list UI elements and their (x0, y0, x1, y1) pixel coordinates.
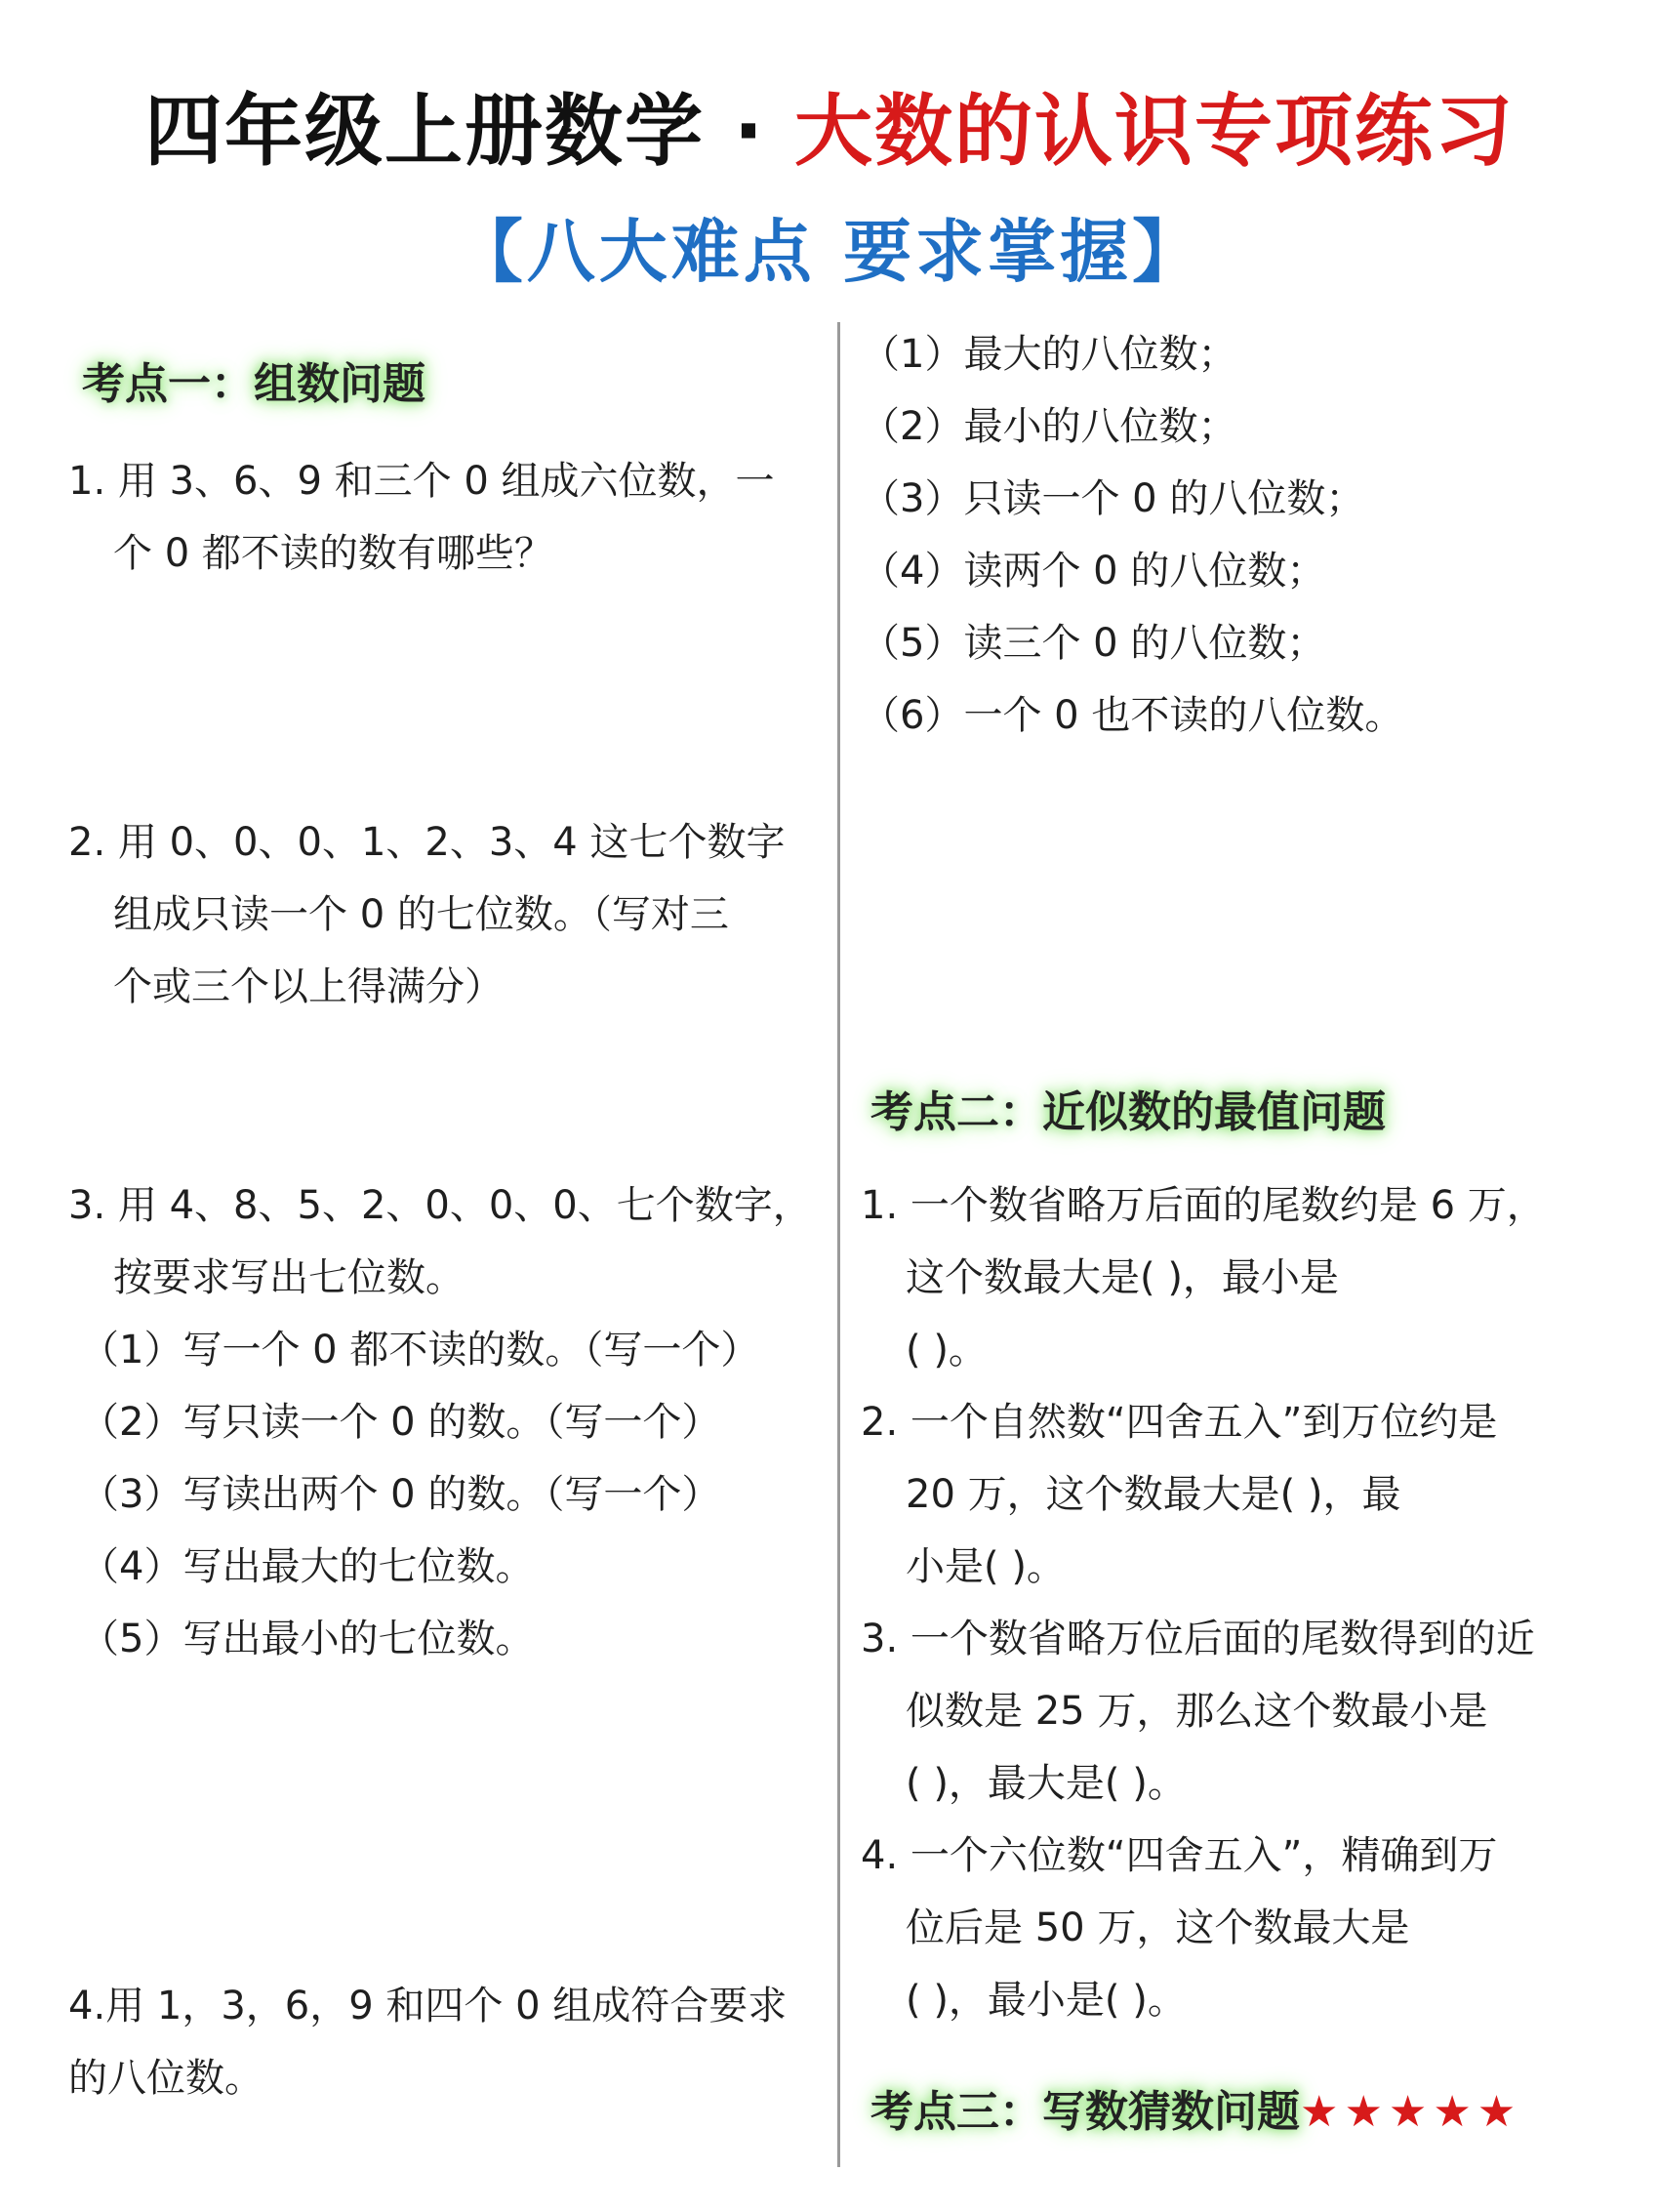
difficulty-stars-icon: ★★★★★ (1300, 2087, 1522, 2137)
question-4 (68, 1970, 787, 2114)
page-subtitle: 【八大难点 要求掌握】 (454, 212, 1205, 292)
question-2-line: 组成只读一个 0 的七位数。（写对三 (113, 892, 729, 937)
s2-question-2-line: 20 万，这个数最大是( )，最 (906, 1472, 1401, 1517)
s2-question-1 (861, 1169, 1546, 1386)
s2-question-4 (861, 1820, 1497, 2036)
question-3-item: （5）写出最小的七位数。 (80, 1617, 535, 1661)
title-part-black: 四年级上册数学 (143, 86, 705, 177)
question-1-line: 个 0 都不读的数有哪些？ (113, 531, 553, 576)
question-4-line: 4.用 1，3，6，9 和四个 0 组成符合要求 (68, 1984, 788, 2028)
question-3-item: （1）写一个 0 都不读的数。（写一个） (80, 1328, 760, 1372)
question-4-line: 的八位数。 (68, 2056, 263, 2101)
question-2-line: 个或三个以上得满分） (113, 964, 504, 1009)
section3-title: 考点三：写数猜数问题 (870, 2087, 1300, 2137)
question-1 (68, 445, 775, 590)
question-4-item: （4）读两个 0 的八位数； (861, 549, 1326, 594)
column-divider (837, 322, 840, 2167)
s2-question-2-line: 小是( )。 (906, 1544, 1066, 1589)
section3-heading (857, 2081, 1535, 2144)
page-title (0, 78, 1659, 185)
section2-heading: 考点二：近似数的最值问题 (870, 1087, 1386, 1137)
question-4-item: （5）读三个 0 的八位数； (861, 621, 1326, 666)
s2-question-1-line: 这个数最大是( )，最小是 (906, 1255, 1339, 1300)
question-4-item: （2）最小的八位数； (861, 404, 1237, 449)
s2-question-1-line: ( )。 (906, 1328, 988, 1372)
title-part-red: 大数的认识专项练习 (794, 86, 1516, 177)
s2-question-3 (861, 1603, 1535, 1820)
question-3-item: （2）写只读一个 0 的数。（写一个） (80, 1400, 721, 1445)
s2-question-3-line: 似数是 25 万，那么这个数最小是 (906, 1689, 1488, 1734)
section1-heading: 考点一：组数问题 (82, 359, 425, 409)
s2-question-4-line: 4. 一个六位数“四舍五入”，精确到万 (861, 1833, 1498, 1878)
s2-question-2-line: 2. 一个自然数“四舍五入”到万位约是 (861, 1400, 1498, 1445)
s2-question-4-line: 位后是 50 万，这个数最大是 (906, 1905, 1410, 1950)
question-2-line: 2. 用 0、0、0、1、2、3、4 这七个数字 (68, 820, 786, 865)
question-4-item: （1）最大的八位数； (861, 332, 1237, 377)
question-4-item: （3）只读一个 0 的八位数； (861, 476, 1365, 521)
question-1-line: 1. 用 3、6、9 和三个 0 组成六位数，一 (68, 459, 775, 504)
question-3 (68, 1169, 812, 1675)
title-separator: · (704, 86, 795, 177)
question-3-item: （3）写读出两个 0 的数。（写一个） (80, 1472, 721, 1517)
s2-question-3-line: 3. 一个数省略万位后面的尾数得到的近 (861, 1617, 1535, 1661)
question-3-item: （4）写出最大的七位数。 (80, 1544, 535, 1589)
s2-question-3-line: ( )，最大是( )。 (906, 1761, 1187, 1806)
question-3-line: 3. 用 4、8、5、2、0、0、0、七个数字， (68, 1183, 812, 1228)
question-3-line: 按要求写出七位数。 (113, 1255, 465, 1300)
s2-question-2 (861, 1386, 1497, 1603)
question-4-items (861, 318, 1403, 752)
question-4-item: （6）一个 0 也不读的八位数。 (861, 693, 1404, 738)
s2-question-1-line: 1. 一个数省略万后面的尾数约是 6 万， (861, 1183, 1546, 1228)
question-2 (68, 806, 785, 1023)
s2-question-4-line: ( )，最小是( )。 (906, 1978, 1187, 2023)
